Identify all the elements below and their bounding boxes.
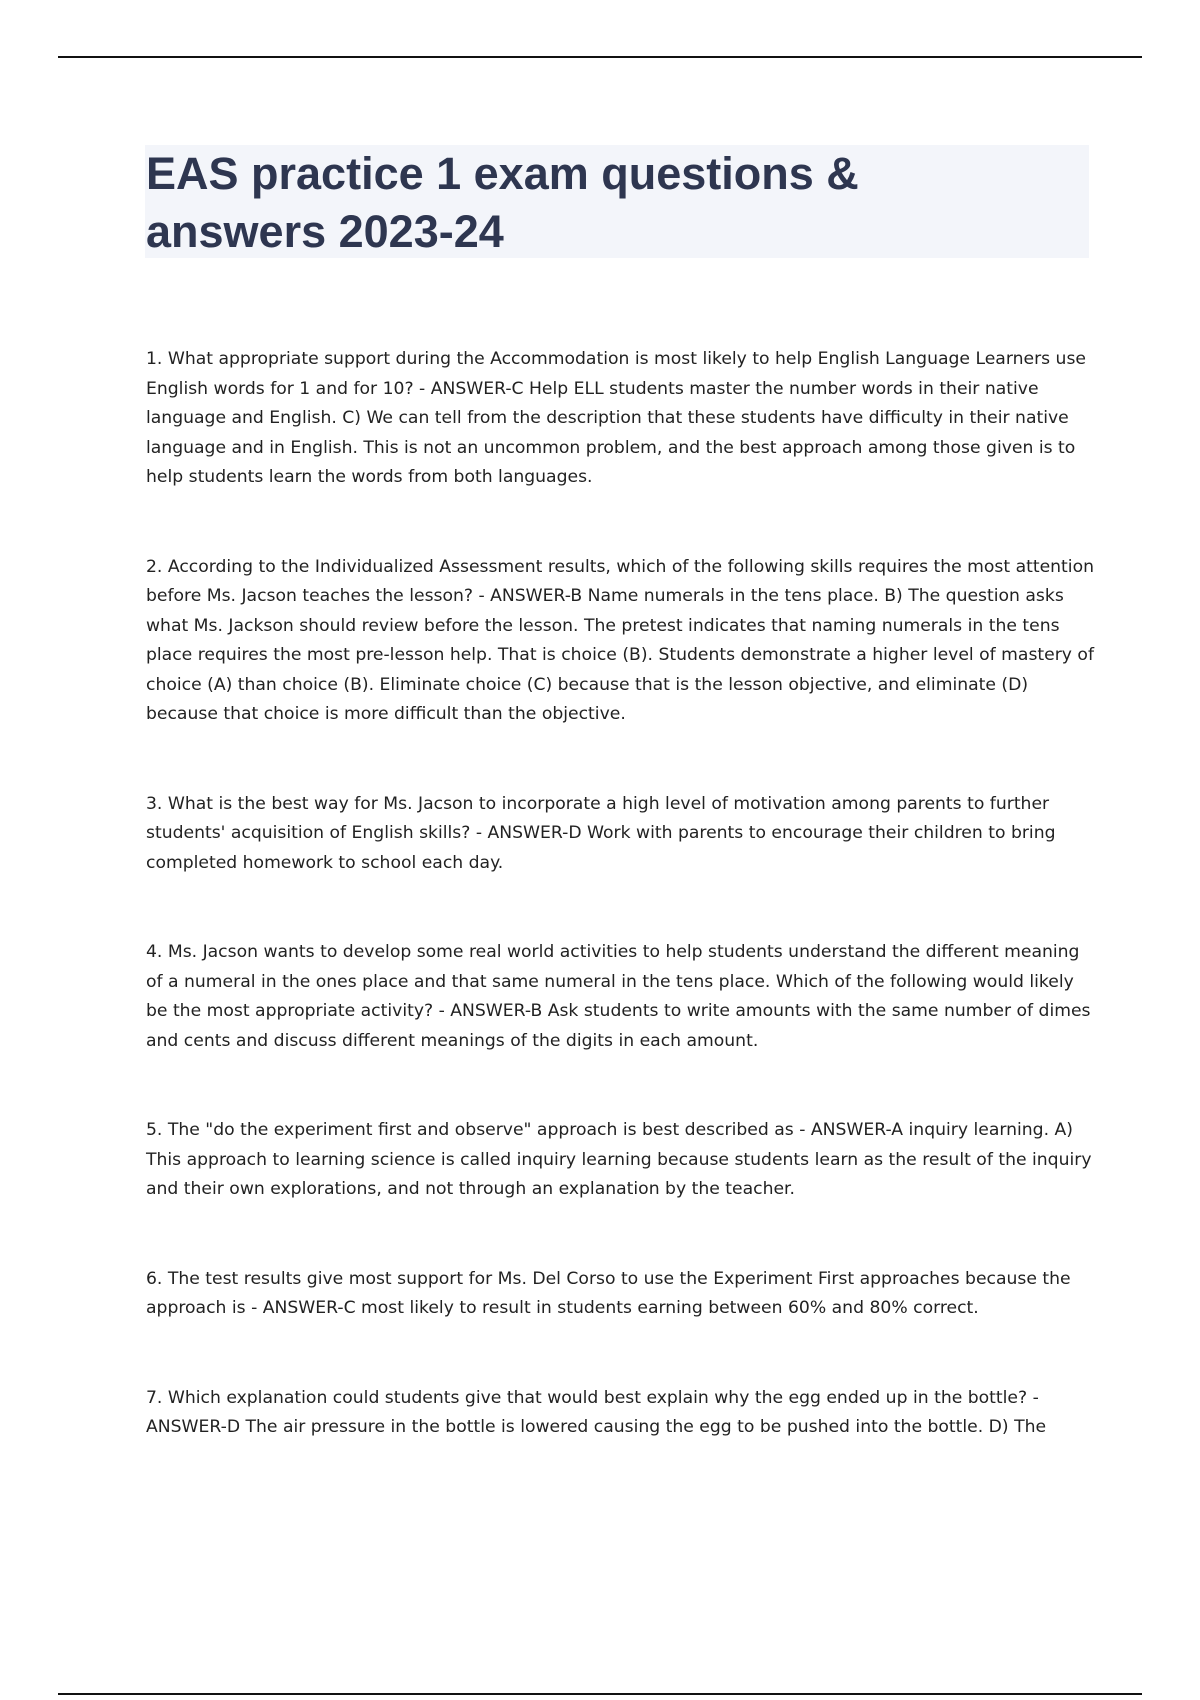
- question-2: 2. According to the Individualized Assessment results, which of the following skills requires the most attention before Ms. Jacson teaches the lesson? - ANSWER-B Name numerals in the tens place. B) The question asks what Ms. Jackson should review before the lesson. The pretest indicates that naming numerals in the tens place requires the most pre-lesson help. That is choice (B). Students demonstrate a higher level of mastery of choice (A) than choice (B). Eliminate choice (C) because that is the lesson objective, and eliminate (D) because that choice is more difficult than the objective.: [146, 556, 1094, 724]
- footer-rule: [58, 1693, 1142, 1695]
- question-5: 5. The "do the experiment first and observe" approach is best described as - ANSWER-A inquiry learning. A) This approach to learning science is called inquiry learning because students learn as the result of the inquiry and their own explorations, and not through an explanation by the teacher.: [146, 1120, 1092, 1199]
- questions-list: [146, 345, 1096, 1443]
- question-3: 3. What is the best way for Ms. Jacson to incorporate a high level of motivation among parents to further students' acquisition of English skills? - ANSWER-D Work with parents to encourage their children to bring completed homework to school each day.: [146, 793, 1056, 873]
- question-7: 7. Which explanation could students give that would best explain why the egg ended up in the bottle? - ANSWER-D The air pressure in the bottle is lowered causing the egg to be pushed into the bottle. D) The: [146, 1387, 1047, 1437]
- question-1: 1. What appropriate support during the Accommodation is most likely to help English Language Learners use English words for 1 and for 10? - ANSWER-C Help ELL students master the number words in their native language and English. C) We can tell from the description that these students have difficulty in their native language and in English. This is not an uncommon problem, and the best approach among those given is to help students learn the words from both languages.: [146, 349, 1086, 487]
- question-4: 4. Ms. Jacson wants to develop some real world activities to help students understand the different meaning of a numeral in the ones place and that same numeral in the tens place. Which of the following would likely be the most appropriate activity? - ANSWER-B Ask students to write amounts with the same number of dimes and cents and discuss different meanings of the digits in each amount.: [146, 942, 1091, 1051]
- question-6: 6. The test results give most support for Ms. Del Corso to use the Experiment First approaches because the approach is - ANSWER-C most likely to result in students earning between 60% and 80% correct.: [146, 1268, 1071, 1318]
- header-rule: [58, 56, 1142, 58]
- document-title: EAS practice 1 exam questions & answers 2023-24: [146, 148, 859, 257]
